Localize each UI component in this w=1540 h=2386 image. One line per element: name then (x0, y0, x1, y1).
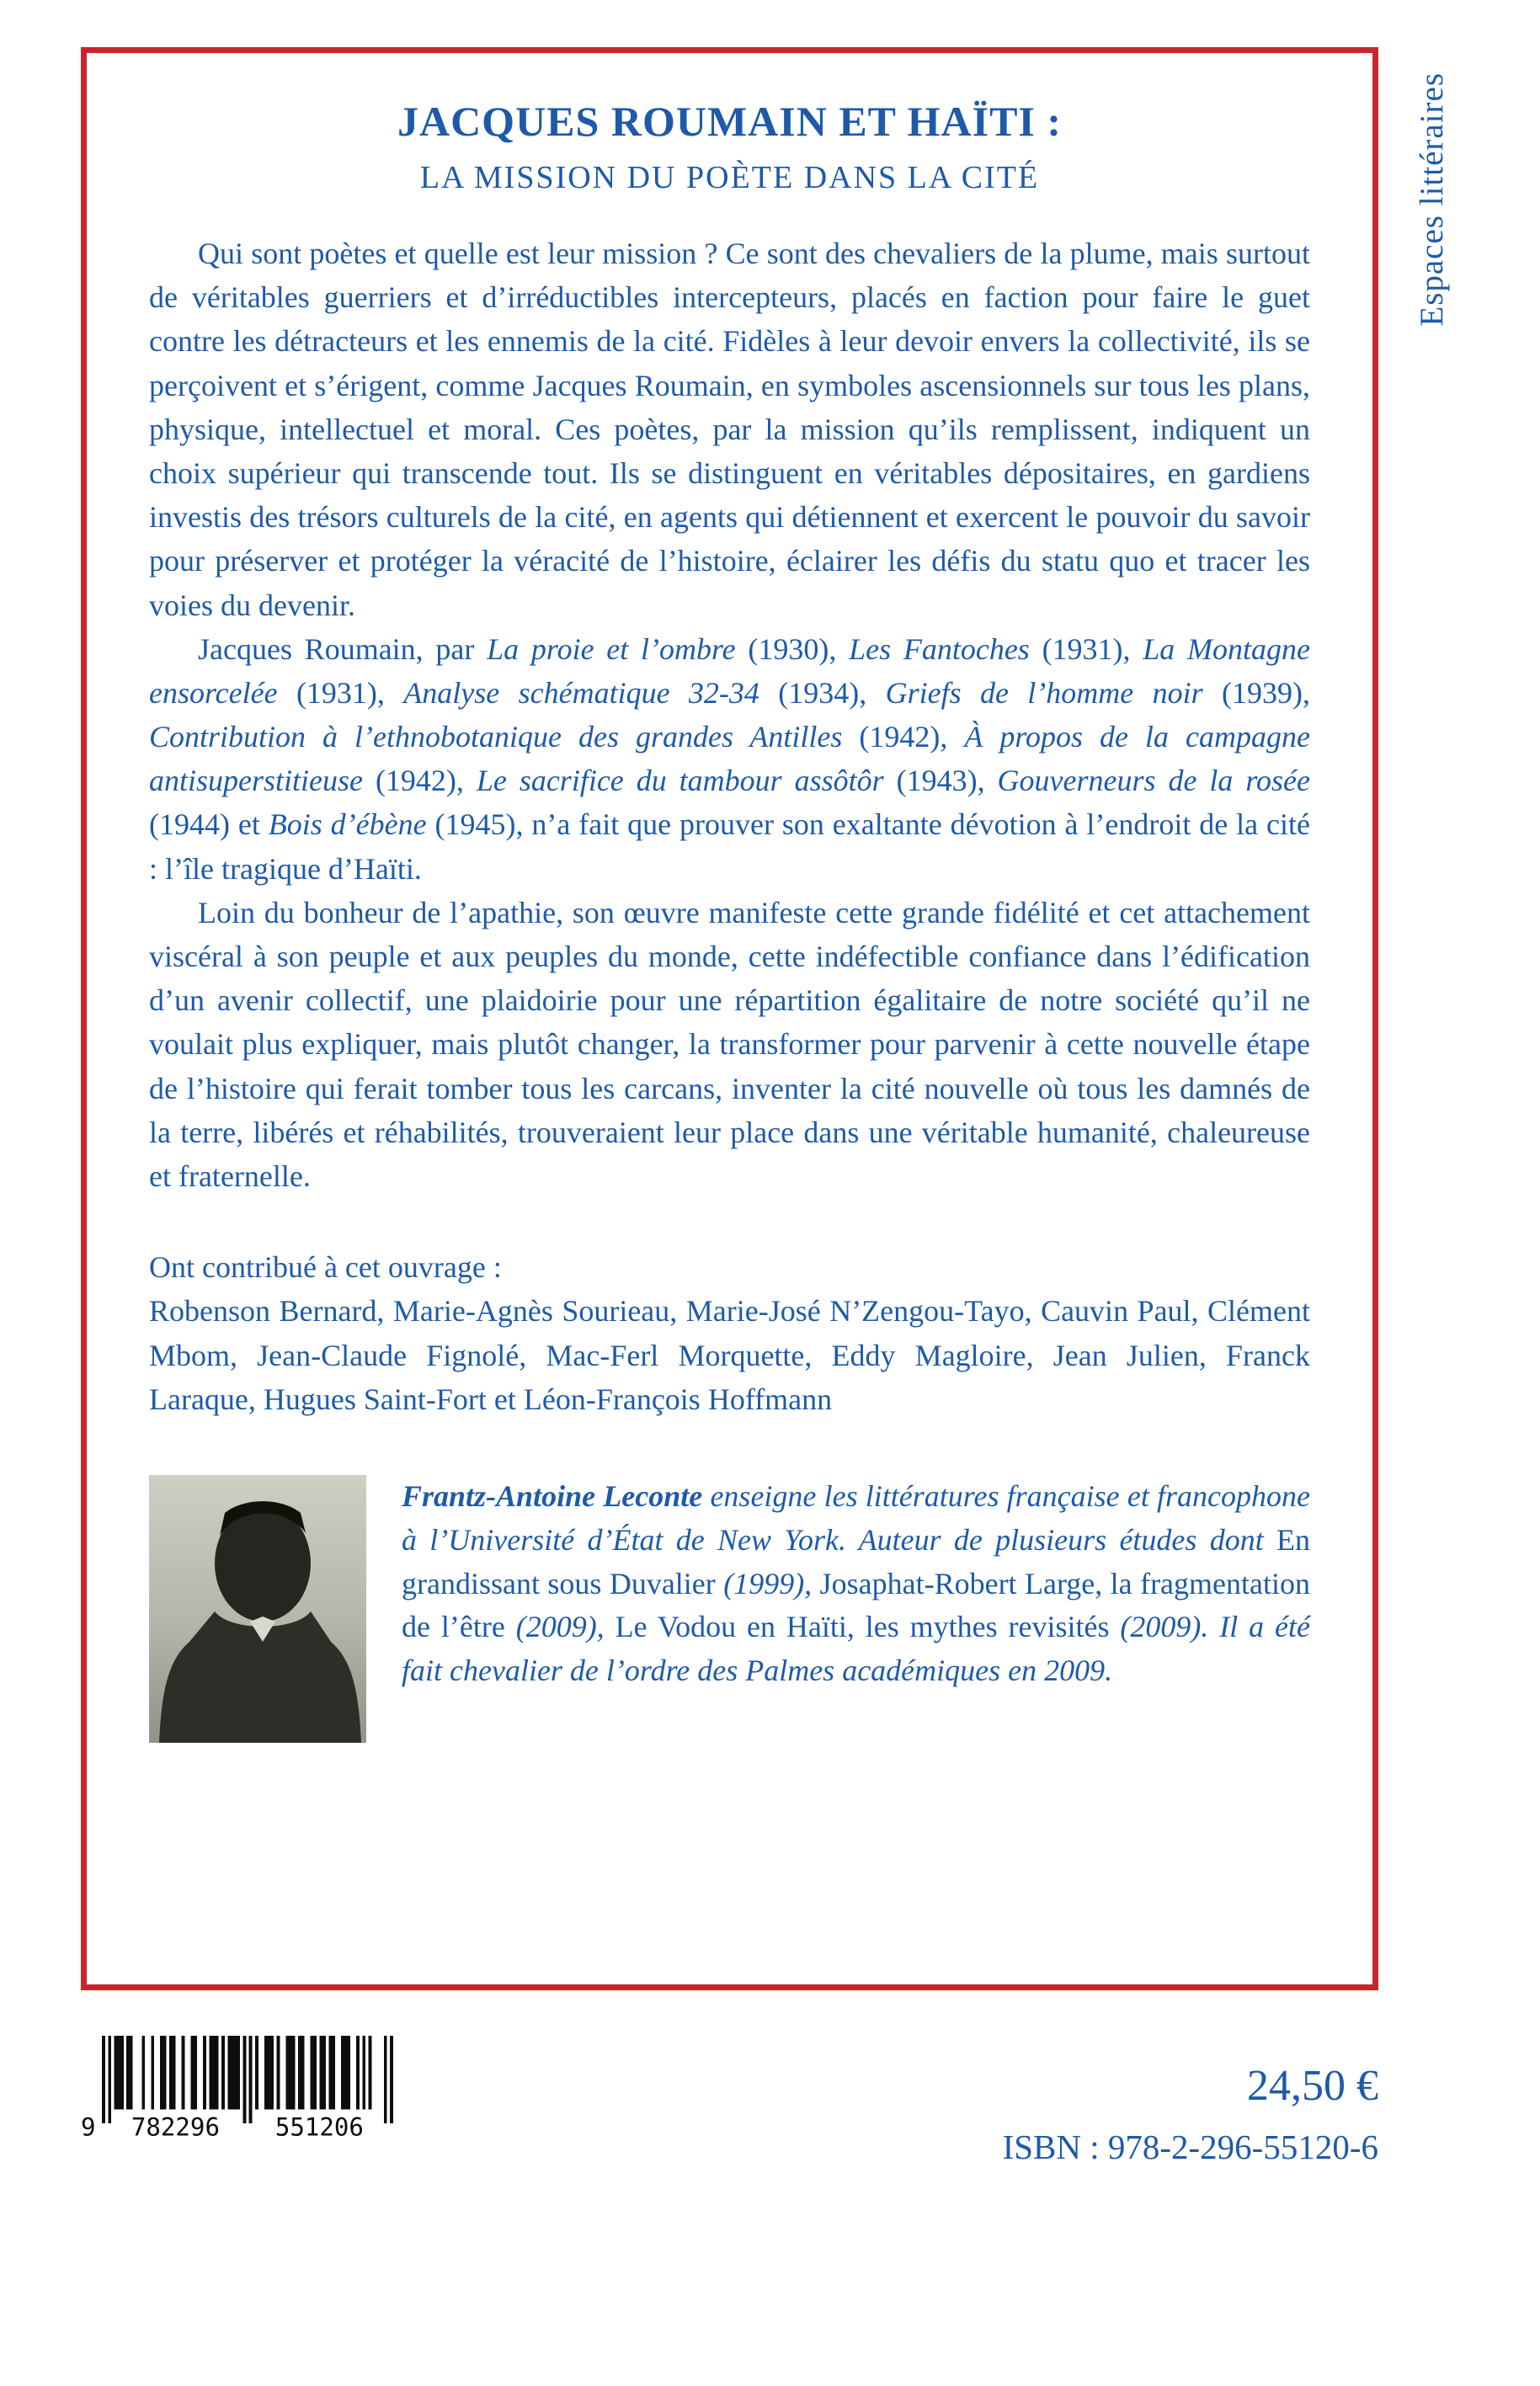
isbn: ISBN : 978-2-296-55120-6 (1002, 2128, 1378, 2166)
price-isbn-block (1003, 2064, 1378, 2165)
barcode (77, 2034, 399, 2142)
red-frame (81, 47, 1378, 1990)
svg-text:9: 9 (80, 2112, 96, 2142)
contributors-names: Robenson Bernard, Marie-Agnès Sourieau, Marie-José N’Zengou-Tayo, Cauvin Paul, Clément Mbom, Jean-Claude Fignolé, Mac-Ferl Morquette, Eddy Magloire, Jean Julien, Franck Laraque, Hugues Saint-Fort et Léon-François Hoffmann (149, 1294, 1310, 1416)
blurb-paragraph-1: Qui sont poètes et quelle est leur mission ? Ce sont des chevaliers de la plume, mais surtout de véritables guerriers et d’irréductibles intercepteurs, placés en faction pour faire le guet contre les détracteurs et les ennemis de la cité. Fidèles à leur devoir envers la collectivité, ils se perçoivent et s’érigent, comme Jacques Roumain, en symboles ascensionnels sur tous les plans, physique, intellectuel et moral. Ces poètes, par la mission qu’ils remplissent, indiquent un choix supérieur qui transcende tout. Ils se distinguent en véritables dépositaires, en gardiens investis des trésors culturels de la cité, en agents qui détiennent et exercent le pouvoir du savoir pour préserver et protéger la véracité de l’histoire, éclairer les défis du statu quo et tracer les voies du devenir. (149, 237, 1310, 622)
author-photo (149, 1475, 366, 1743)
author-portrait-image (149, 1475, 366, 1743)
price: 24,50 € (1247, 2062, 1378, 2110)
contributors-heading: Ont contribué à cet ouvrage : (149, 1250, 502, 1285)
series-label-vertical: Espaces littéraires (1414, 72, 1450, 327)
blurb-paragraph-3: Loin du bonheur de l’apathie, son œuvre manifeste cette grande fidélité et cet attachement viscéral à son peuple et aux peuples du monde, cette indéfectible confiance dans l’édification d’un avenir collectif, une plaidoirie pour une répartition égalitaire de notre société qu’il ne voulait plus expliquer, mais plutôt changer, la transformer pour parvenir à cette nouvelle étape de l’histoire qui ferait tomber tous les carcans, inventer la cité nouvelle où tous les damnés de la terre, libérés et réhabilités, trouveraient leur place dans une véritable humanité, chaleureuse et fraternelle. (149, 895, 1310, 1193)
svg-text:551206: 551206 (274, 2112, 364, 2142)
author-bio-block (149, 1475, 1310, 1743)
svg-text:782296: 782296 (131, 2112, 220, 2142)
book-title: JACQUES ROUMAIN ET HAÏTI : (397, 98, 1063, 145)
book-subtitle: LA MISSION DU POÈTE DANS LA CITÉ (419, 160, 1040, 195)
author-bio-text: Frantz-Antoine Leconte enseigne les littératures française et francophone à l’Université d’État de New York. Auteur de plusieurs études dont En grandissant sous Duvalier (1999), Josaphat-Robert Large, la fragmentation de l’être (2009), Le Vodou en Haïti, les mythes revisités (2009). Il a été fait chevalier de l’ordre des Palmes académiques en 2009. (402, 1478, 1311, 1688)
blurb-paragraph-2: Jacques Roumain, par La proie et l’ombre (1930), Les Fantoches (1931), La Montagne ensorcelée (1931), Analyse schématique 32-34 (1934), Griefs de l’homme noir (1939), Contribution à l’ethnobotanique des grandes Antilles (1942), À propos de la campagne antisuperstitieuse (1942), Le sacrifice du tambour assôtôr (1943), Gouverneurs de la rosée (1944) et Bois d’ébène (1945), n’a fait que prouver son exaltante dévotion à l’endroit de la cité : l’île tragique d’Haïti. (149, 631, 1311, 886)
ean13-barcode (77, 2034, 399, 2142)
